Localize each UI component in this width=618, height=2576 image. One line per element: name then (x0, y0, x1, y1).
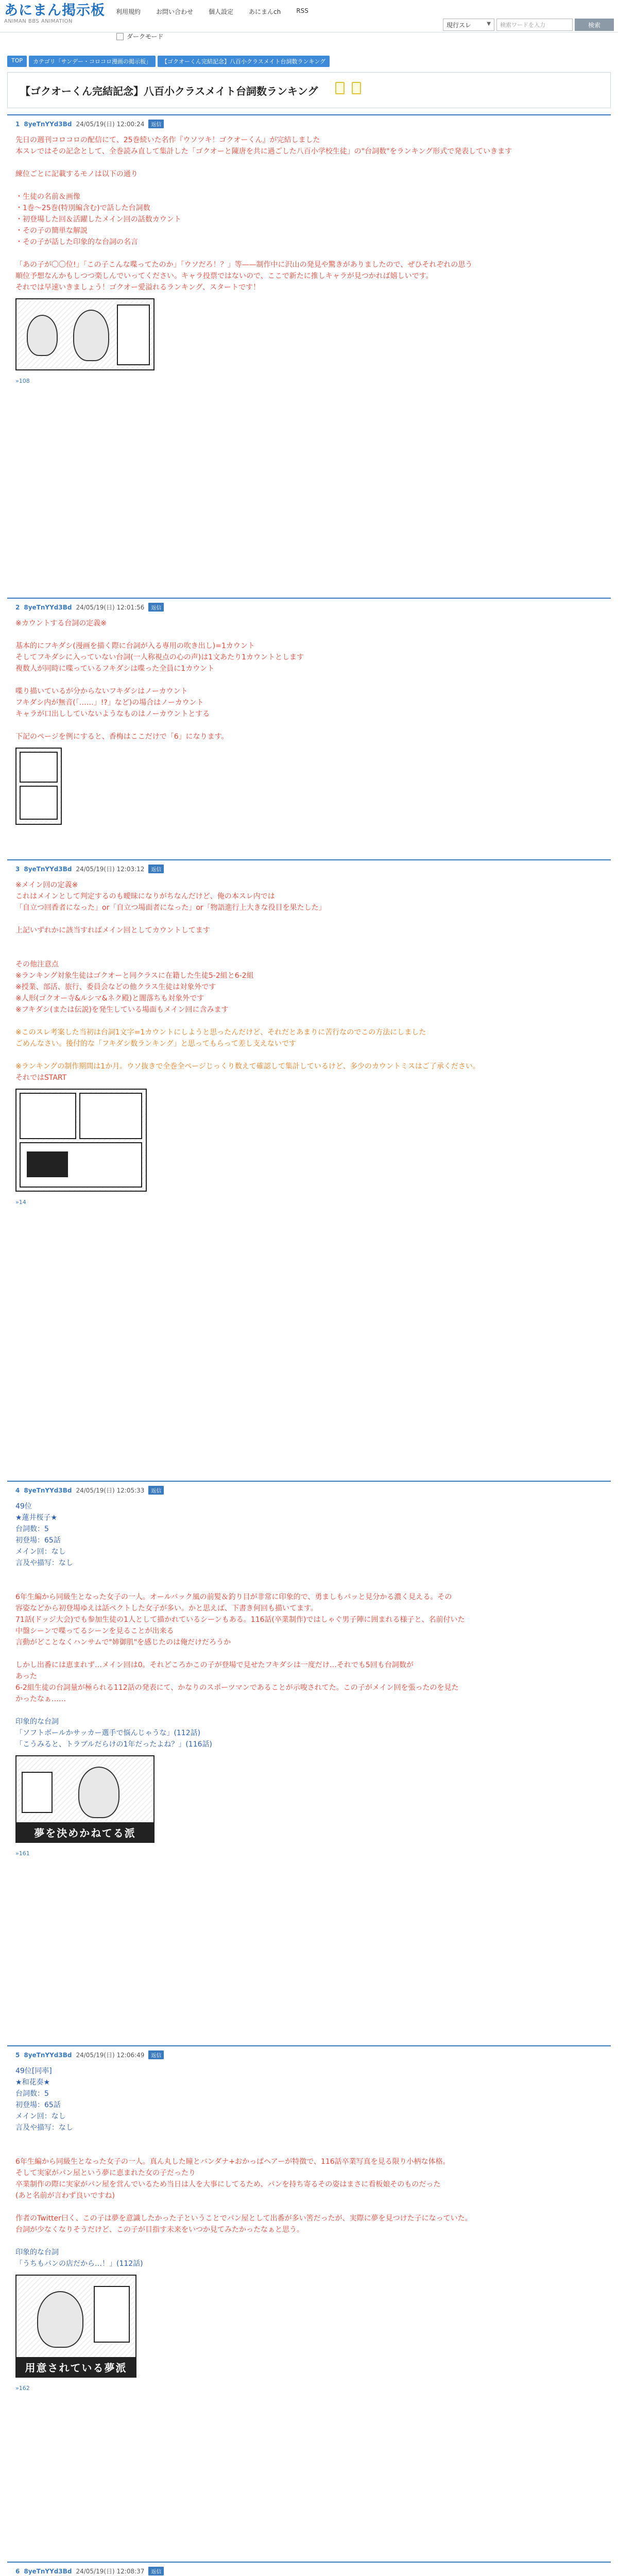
post-text-line: ごめんなさい。後付的な「フキダシ数ランキング」と思ってもらって差し支えないです (15, 1040, 296, 1048)
post-text-line: 初登場：65話 (15, 1536, 61, 1545)
post-text-line: 複数人が同時に喋っているフキダシは喋った全員に1カウント (15, 665, 215, 673)
post-text-line: ・初登場した回＆活躍したメイン回の話数カウント (15, 215, 181, 224)
post-number[interactable]: 2 (15, 603, 20, 611)
line-gap (15, 2145, 611, 2156)
post (7, 2562, 611, 2576)
post-date: 24/05/19(日) 12:01:56 (76, 604, 145, 611)
line-gap (15, 180, 611, 191)
sub-panel (20, 752, 58, 783)
post-meta (15, 2050, 611, 2059)
manga-panel-image[interactable] (15, 1755, 154, 1843)
post-text-line: ※授業、部活、旅行、委員会などの他クラス生徒は対象外です (15, 983, 216, 991)
post-text-line: それでは早速いきましょう！ゴクオー愛溢れるランキング、スタートです！ (15, 283, 261, 292)
nav-settings[interactable]: 個人設定 (209, 8, 234, 15)
reply-anchor-link[interactable]: »162 (15, 2385, 30, 2392)
post-text-line: ・1巻〜25巻(特別編含む)で話した台詞数 (15, 204, 150, 212)
post-author-id[interactable]: 8yeTnYYd3Bd (24, 2567, 72, 2575)
post-number[interactable]: 1 (15, 120, 20, 128)
manga-panel-image[interactable] (15, 748, 62, 825)
character-figure (73, 310, 109, 361)
post-text-line: キャラが口出ししていないようなものはノーカウントとする (15, 710, 210, 718)
sub-panel (20, 1093, 76, 1139)
post-text-line: ※メイン回の定義※ (15, 881, 78, 889)
post-text-line: 台詞数：5 (15, 1525, 49, 1533)
post-text-line: ※人形(ゴクオー寺&ルシマ&ネク殿)と闇落ちも対象外です (15, 994, 204, 1003)
post-text-line: 「こうみると、トラブルだらけの1年だったよね？」(116話) (15, 1740, 212, 1749)
dark-mode-toggle[interactable] (116, 32, 164, 41)
sub-panel (79, 1093, 142, 1139)
breadcrumb-thread[interactable]: 【ゴクオーくん完結記念】八百小クラスメイト台詞数ランキング (158, 56, 330, 67)
thread-title-box (7, 72, 611, 108)
post-text-line: ※このスレ考案した当初は台詞1文字=1カウントにしようと思ったんだけど、それだとあまりに苦行なのでこの方法にしました (15, 1028, 426, 1037)
post-text-line: 「うちもパンの店だから…！」(112話) (15, 2260, 143, 2268)
post-text-line: 台詞が少なくなりそうだけど、この子が目指す未来をいつか見てみたかったなぁと思う。 (15, 2226, 304, 2234)
post-text-line: 順位予想なんかもしつつ楽しんでいってください。キャラ投票ではないので、ここで新たに推しキャラが見つかれば嬉しいです。 (15, 272, 433, 280)
search-placeholder: 検索ワードを入力 (500, 22, 545, 28)
post-date: 24/05/19(日) 12:03:12 (76, 866, 145, 873)
post (7, 1481, 611, 1857)
bookmark-icon[interactable] (335, 82, 345, 94)
post-meta (15, 2567, 611, 2575)
post-divider (7, 598, 611, 599)
post-date: 24/05/19(日) 12:06:49 (76, 2052, 145, 2059)
dark-mode-checkbox[interactable] (116, 33, 124, 40)
line-gap (15, 2201, 611, 2213)
post-text-line: しかし出番には恵まれず…メイン回は0。それどころかこの子が登場で見せたフキダシは一度だけ…それでも5回も台詞数が (15, 1661, 414, 1669)
post (7, 2045, 611, 2392)
post-text-line: 6年生編から同級生となった女子の一人。オールバック風の前髪＆釣り目が非常に印象的で、勇ましもパッと見分かる濃く見える。その (15, 1593, 452, 1601)
panel-shadow (27, 1151, 68, 1177)
post-text-line: 卒業制作の際に実家がパン屋を営んでいるため当日は人を大事にしてるため、パンを持ち寄るその姿はまさに看板娘そのものだった (15, 2180, 441, 2189)
chevron-down-icon: ▼ (487, 21, 491, 27)
speech-box (94, 2286, 130, 2343)
post (7, 114, 611, 384)
post-text-line: ・生徒の名前＆画像 (15, 193, 80, 201)
line-gap (15, 720, 611, 731)
line-gap (15, 1580, 611, 1591)
post-number[interactable]: 5 (15, 2051, 20, 2059)
post-text-line: 台詞数：5 (15, 2090, 49, 2098)
post-text-line: (あと名前が言わず良いですね) (15, 2192, 115, 2200)
post-text-line: そして実家がパン屋という夢に恵まれた女の子だったり (15, 2169, 196, 2177)
post-divider (7, 114, 611, 115)
speech-box (117, 304, 150, 365)
reply-anchor-link[interactable]: »108 (15, 378, 30, 384)
post-meta (15, 865, 611, 873)
post-text-line: それではSTART (15, 1074, 67, 1082)
character-figure (27, 315, 58, 356)
breadcrumb-category[interactable]: カテゴリ「サンデー・コロコロ漫画の掲示板」 (29, 56, 156, 67)
line-gap (15, 248, 611, 259)
post-author-id[interactable]: 8yeTnYYd3Bd (24, 603, 72, 611)
breadcrumb (7, 56, 330, 67)
post-text-line: 初登場：65話 (15, 2101, 61, 2109)
top-nav (116, 7, 308, 16)
post-text-line: これはメインとして判定するのも曖昧になりがちなんだけど、俺の本スレ内では (15, 892, 275, 901)
manga-panel-image[interactable] (15, 1089, 147, 1192)
post-text-line: 印象的な台詞 (15, 1718, 59, 1726)
line-gap (15, 1569, 611, 1580)
post-text-line: ・その子が話した印象的な台詞の名言 (15, 238, 138, 246)
line-gap (15, 157, 611, 168)
logo-subtext: ANIMAN BBS ANIMATION (4, 19, 73, 24)
post-number[interactable]: 3 (15, 865, 20, 873)
line-gap (15, 1015, 611, 1027)
post-body (15, 2065, 611, 2269)
post-author-id[interactable]: 8yeTnYYd3Bd (24, 2051, 72, 2059)
reply-button[interactable]: 返信 (148, 603, 164, 612)
post-text-line: メイン回：なし (15, 2112, 66, 2121)
character-figure (78, 1767, 119, 1818)
post-author-id[interactable]: 8yeTnYYd3Bd (24, 120, 72, 128)
post-text-line: 先日の週刊コロコロの配信にて、25巻続いた名作『ウソツキ！ゴクオーくん』が完結しました (15, 136, 320, 144)
share-icon[interactable] (352, 82, 361, 94)
post-text-line: かったなぁ…… (15, 1695, 66, 1703)
post-meta (15, 603, 611, 612)
post-text-line: 練位ごとに記載するモノは以下の通り (15, 170, 138, 178)
post-text-line: ※カウントする台詞の定義※ (15, 619, 107, 628)
post-text-line: 印象的な台詞 (15, 2248, 59, 2257)
reply-button[interactable]: 返信 (148, 2567, 164, 2575)
line-gap (15, 947, 611, 959)
breadcrumb-top[interactable]: TOP (7, 56, 27, 67)
line-gap (15, 2133, 611, 2145)
post-text-line: 6-2組生徒の台詞量が極られる112話の発表にて、かなりのスポーツマンであることが示唆されてた。この子がメイン回を張ったのを見た (15, 1684, 459, 1692)
post-body (15, 879, 611, 1083)
post-number[interactable]: 6 (15, 2567, 20, 2575)
post-text-line: ★和花奏★ (15, 2078, 50, 2087)
post-author-id[interactable]: 8yeTnYYd3Bd (24, 865, 72, 873)
nav-terms[interactable]: 利用規約 (116, 8, 141, 15)
post-text-line: 中盤シーンで喋ってるシーンを見ることが出来る (15, 1627, 174, 1635)
post-divider (7, 859, 611, 860)
post-date: 24/05/19(日) 12:00:24 (76, 121, 145, 128)
manga-panel-image[interactable] (15, 2275, 136, 2378)
line-gap (15, 936, 611, 947)
post-text-line: ・その子の簡単な解説 (15, 227, 88, 235)
search-input[interactable] (496, 19, 573, 31)
post-text-line: 言及や描写：なし (15, 2124, 73, 2132)
reply-button[interactable]: 返信 (148, 1486, 164, 1495)
sub-panel (20, 786, 58, 820)
site-header (0, 0, 618, 32)
reply-anchor-link[interactable]: »14 (15, 1199, 26, 1206)
reply-button[interactable]: 返信 (148, 120, 164, 128)
post-text-line: ※ランキングの制作期間は1か月。ウソ抜きで全巻全ページじっくり数えて確認して集計しているけど、多少のカウントミスはご了承ください。 (15, 1062, 480, 1071)
post-date: 24/05/19(日) 12:08:37 (76, 2568, 145, 2575)
post-text-line: 上記いずれかに該当すればメイン回としてカウントしてます (15, 926, 210, 935)
post-text-line: ※ランキング対象生徒はゴクオーと同クラスに在籍した生徒5-2組と6-2組 (15, 972, 254, 980)
reply-button[interactable]: 返信 (148, 865, 164, 873)
manga-panel-image[interactable] (15, 298, 154, 370)
line-gap (15, 2235, 611, 2247)
reply-button[interactable]: 返信 (148, 2050, 164, 2059)
post-text-line: 71話(ドッジ大会)でも参加生徒の1人として描かれているシーンもある。116話(卒業制作)ではしゃぐ男子陣に囲まれる様子と、名前付いた (15, 1616, 465, 1624)
post-number[interactable]: 4 (15, 1486, 20, 1494)
line-gap (15, 1049, 611, 1061)
post-text-line: 6年生編から同級生となった女子の一人。真ん丸した瞳とバンダナ+おかっぱヘアーが特徴で、116話卒業写真を見る限り小柄な体格。 (15, 2158, 450, 2166)
line-gap (15, 1648, 611, 1659)
post-text-line: 「あの子が〇〇位!」「この子こんな喋ってたのか」「ウソだろ！？」等——制作中に沢山の発見や驚きがありましたので、ぜひそれぞれの思う (15, 261, 473, 269)
post-text-line: その他注意点 (15, 960, 59, 969)
post-text-line: 言及や描写：なし (15, 1559, 73, 1567)
nav-contact[interactable]: お問い合わせ (156, 8, 194, 15)
logo-text: あにまん掲示板 (4, 3, 105, 19)
post-text-line: 作者のTwitter曰く、この子は夢を意識したかった子ということでパン屋として出番が多い筈だったが、実際に夢を見つけた子になっていた。 (15, 2214, 472, 2223)
line-gap (15, 1705, 611, 1716)
line-gap (15, 674, 611, 686)
search-scope-value: 現行スレ (447, 21, 472, 29)
character-figure (37, 2291, 83, 2348)
post-author-id[interactable]: 8yeTnYYd3Bd (24, 1486, 72, 1494)
post-text-line: 喋り描いているが分からないフキダシはノーカウント (15, 687, 188, 696)
post-text-line: 49位 (15, 1502, 32, 1511)
search-scope-select[interactable] (443, 19, 494, 31)
line-gap (15, 913, 611, 925)
post-text-line: あった (15, 1672, 37, 1681)
post-divider (7, 1481, 611, 1482)
post-body (15, 134, 611, 293)
post-meta (15, 120, 611, 128)
post-text-line: ★蓮井桜子★ (15, 1514, 58, 1522)
line-gap (15, 629, 611, 640)
thread-title: 【ゴクオーくん完結記念】八百小クラスメイト台詞数ランキング (20, 85, 318, 97)
post-text-line: 49位[同率] (15, 2067, 52, 2075)
site-logo[interactable] (4, 3, 105, 24)
post-text-line: 本スレではその記念として、全巻読み直して集計した「ゴクオーと陳唐を共に過ごした八百小学校生徒」の"台詞数"をランキング形式で発表していきます (15, 147, 512, 156)
post-text-line: 言動がどことなくハンサムで"姉御肌"を感じたのは俺だけだろうか (15, 1638, 231, 1647)
dark-mode-label: ダークモード (127, 33, 164, 40)
post-text-line: 基本的にフキダシ(漫画を描く際に台詞が入る専用の吹き出し)=1カウント (15, 642, 255, 650)
reply-anchor-link[interactable]: »161 (15, 1850, 30, 1857)
post-text-line: ※フキダシ(または伝説)を発生している場面もメイン回に含みます (15, 1006, 229, 1014)
search-button[interactable]: 検索 (575, 19, 614, 31)
panel-caption: 用意されている夢派 (16, 2357, 135, 2377)
post (7, 859, 611, 1206)
post-text-line: そしてフキダシに入っていない台詞(一人称視点の心の声)は1文あたり1カウントとします (15, 653, 304, 662)
post-text-line: 容姿などから初登場ゆえは話ペクトした女子が多い。かと思えば、下書き何回も描いてます。 (15, 1604, 318, 1613)
post-divider (7, 2562, 611, 2563)
panel-caption: 夢を決めかねてる派 (16, 1822, 153, 1842)
post-divider (7, 2045, 611, 2046)
post (7, 598, 611, 825)
nav-rss[interactable]: RSS (296, 7, 308, 14)
speech-box (22, 1772, 53, 1813)
post-text-line: 「自立つ回香者になった」or「自立つ場面者になった」or「物語進行上大きな役目を果たした」 (15, 904, 326, 912)
post-text-line: メイン回：なし (15, 1548, 66, 1556)
post-meta (15, 1486, 611, 1495)
post-text-line: 下記のページを例にすると、香梅はここだけで「6」になります。 (15, 733, 229, 741)
post-body (15, 1501, 611, 1750)
nav-animanch[interactable]: あにまんch (249, 8, 281, 15)
post-date: 24/05/19(日) 12:05:33 (76, 1487, 145, 1494)
post-body (15, 618, 611, 742)
post-text-line: フキダシ内が無音(「……」!?」など)の場合はノーカウント (15, 699, 204, 707)
post-text-line: 「ソフトボールかサッカー選手で悩んじゃうな」(112話) (15, 1729, 201, 1737)
